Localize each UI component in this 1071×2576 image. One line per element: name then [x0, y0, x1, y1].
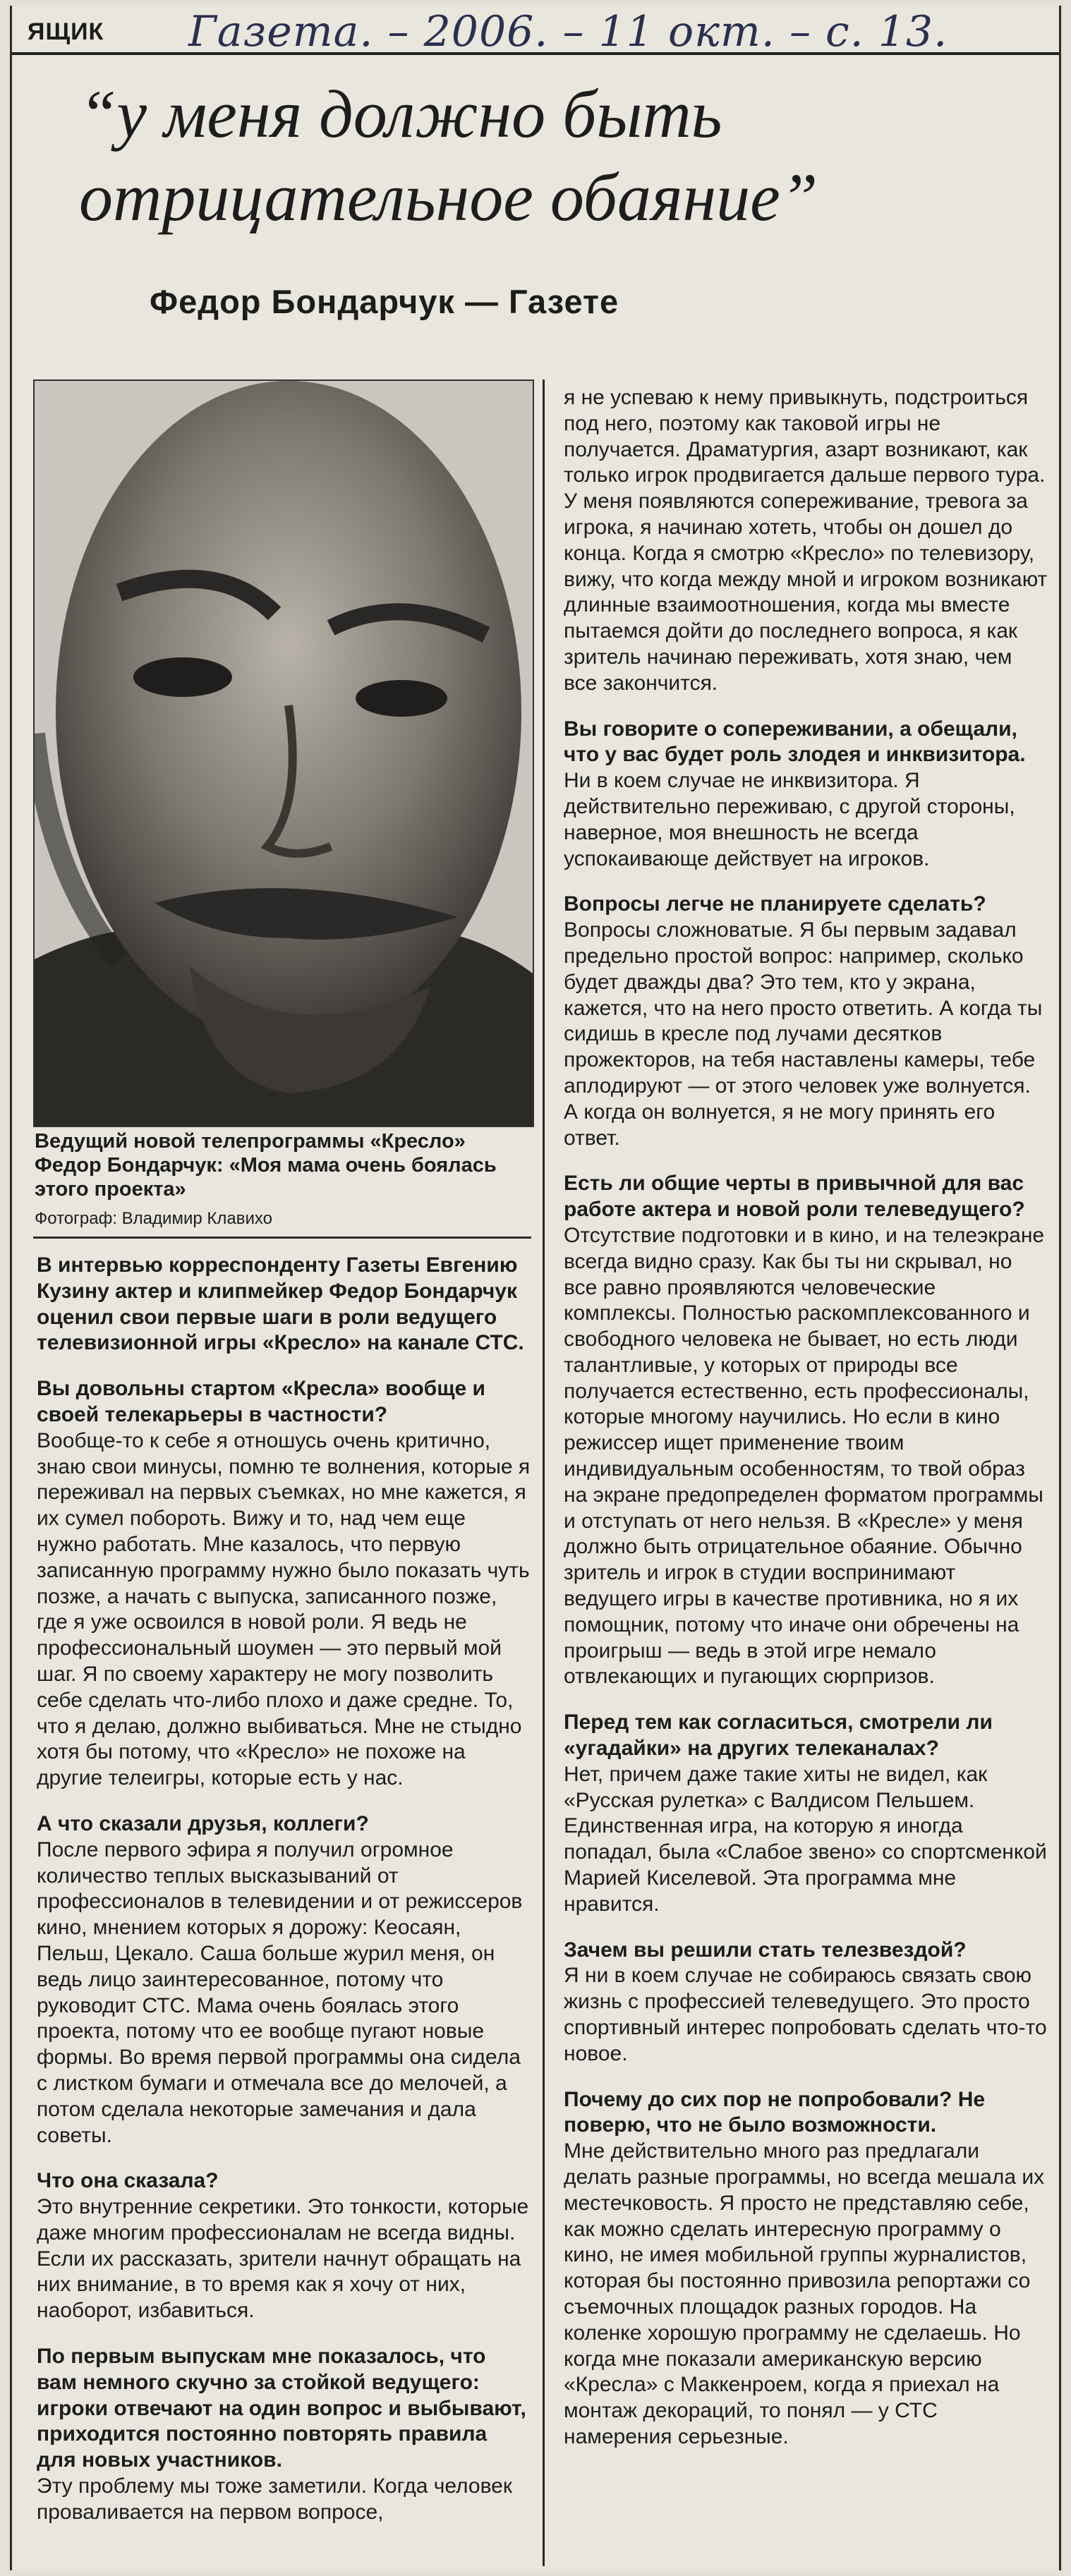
left-text-column — [37, 1253, 531, 2546]
rubric-label: ЯЩИК — [28, 18, 104, 45]
interview-answer: Вообще-то к себе я отношусь очень критично, знаю свои минусы, помню те волнения, которые я переживал на первых съемках, но мне кажется, я их сумел побороть. Вижу и то, над чем еще нужно работать. Мне казалось, что первую записанную программу нужно было показать чуть позже, а начать с выпуска, записанного позже, где я уже освоился в новой роли. Я ведь не профессиональный шоумен — это первый мой шаг. Я по своему характеру не могу позволить себе сделать что-либо плохо и даже средне. То, что я делаю, должно выбиваться. Мне не стыдно хотя бы потому, что «Кресло» не похоже на другие телеигры, которые есть у нас. — [37, 1428, 531, 1790]
interview-answer: Это внутренние секретики. Это тонкости, которые даже многим профессионалам не всегда видны. Если их рассказать, зрители начнут обращать на них внимание, в то время как я хочу от них, наоборот, избавиться. — [37, 2195, 529, 2323]
interview-question: Вопросы легче не планируете сделать? — [564, 892, 986, 916]
title-line-2: отрицательное обаяние” — [79, 159, 818, 235]
interview-answer: Вопросы сложноватые. Я бы первым задавал предельно простой вопрос: например, сколько будет дважды два? Это тем, кто у экрана, кажется, что на него просто ответить. А когда ты сидишь в кресле под лучами десятков прожекторов, на тебя наставлены камеры, тебе аплодируют — от этого человек уже волнуется. А когда он волнуется, я не могу принять его ответ. — [564, 918, 1043, 1150]
portrait-photo — [33, 379, 534, 1127]
photo-credit: Фотограф: Владимир Клавихо — [35, 1209, 272, 1228]
interview-question: Почему до сих пор не попробовали? Не поверю, что не было возможности. — [564, 2087, 986, 2137]
interview-answer: Ни в коем случае не инквизитора. Я действительно переживаю, с другой стороны, наверное, моя внешность не всегда успокаивающе действует на игроков. — [564, 769, 1015, 870]
interview-question: Что она сказала? — [37, 2169, 219, 2193]
column-divider — [543, 379, 545, 2566]
caption-divider — [33, 1237, 531, 1239]
interview-question: Зачем вы решили стать телезвездой? — [564, 1938, 967, 1962]
interview-answer: Отсутствие подготовки и в кино, и на телеэкране всегда видно сразу. Как бы ты ни скрывал, но все равно проявляются человеческие комплексы. Полностью раскомплексованного и свободного человека не бывает, но есть люди талантливые, у которых от природы все получается естественно, есть профессионалы, которые многому научились. Но если в кино режиссер ищет применение твоим индивидуальным особенностям, то твой образ на экране предопределен форматом программы и отступать от него нельзя. В «Кресле» у меня должно быть отрицательное обаяние. Обычно зритель и игрок в студии воспринимают ведущего игры в качестве противника, но я их помощник, потому что иначе они обречены на проигрыш — ведь в этой игре немало отвлекающих и пугающих сюрпризов. — [564, 1223, 1045, 1689]
rubric-header — [12, 6, 1059, 55]
interview-answer: Эту проблему мы тоже заметили. Когда человек проваливается на первом вопросе, — [37, 2474, 512, 2524]
interview-question: Перед тем как согласиться, смотрели ли «угадайки» на других телеканалах? — [564, 1711, 993, 1761]
interview-question: Вы говорите о сопереживании, а обещали, что у вас будет роль злодея и инквизитора. — [564, 717, 1026, 767]
interview-answer: я не успеваю к нему привыкнуть, подстроиться под него, поэтому как таковой игры не получается. Драматургия, азарт возникают, как только игрок продвигается дальше первого тура. У меня появляются сопереживание, тревога за игрока, я начинаю хотеть, чтобы он дошел до конца. Когда я смотрю «Кресло» по телевизору, вижу, что когда между мной и игроком возникают длинные взаимоотношения, когда мы вместе пытаемся дойти до последнего вопроса, я как зритель начинаю переживать, хотя знаю, чем все закончится. — [564, 386, 1048, 695]
article-lead: В интервью корреспонденту Газеты Евгению Кузину актер и клипмейкер Федор Бондарчук оценил свои первые шаги в роли ведущего телевизионной игры «Кресло» на канале СТС. — [37, 1253, 524, 1355]
handwritten-source-note: Газета. – 2006. – 11 окт. – с. 13. — [188, 7, 948, 56]
interview-question: А что сказали друзья, коллеги? — [37, 1811, 369, 1835]
interview-answer: Я ни в коем случае не собираюсь связать свою жизнь с профессией телеведущего. Это просто спортивный интерес попробовать сделать что-то новое. — [564, 1964, 1047, 2065]
interview-answer: Мне действительно много раз предлагали делать разные программы, но всегда мешала их местечковость. Я просто не представляю себе, как можно сделать интересную программу о кино, не имея мобильной группы журналистов, которая бы постоянно привозила репортажи со съемочных площадок разных городов. На коленке хорошую программу не сделаешь. Но когда мне показали американскую версию «Кресла» с Маккенроем, когда я приехал на монтаж декораций, то понял — у СТС намерения серьезные. — [564, 2139, 1045, 2448]
article-title — [79, 73, 1053, 239]
interview-question: По первым выпускам мне показалось, что вам немного скучно за стойкой ведущего: игроки отвечают на один вопрос и выбывают, приходится постоянно повторять правила для новых участников. — [37, 2345, 526, 2472]
article-subtitle: Федор Бондарчук — Газете — [150, 283, 619, 320]
title-line-1: “у меня должно быть — [79, 76, 722, 152]
newspaper-page — [10, 6, 1061, 2570]
right-text-column — [564, 385, 1051, 2470]
interview-question: Вы довольны стартом «Кресла» вообще и своей телекарьеры в частности? — [37, 1377, 485, 1426]
photo-caption: Ведущий новой телепрограммы «Кресло» Федор Бондарчук: «Моя мама очень боялась этого проекта» — [35, 1130, 497, 1201]
interview-answer: Нет, причем даже такие хиты не видел, как «Русская рулетка» с Валдисом Пельшем. Единственная игра, на которую я иногда попадал, была «Слабое звено» со спортсменкой Марией Киселевой. Эта программа мне нравится. — [564, 1762, 1047, 1916]
interview-question: Есть ли общие черты в привычной для вас работе актера и новой роли телеведущего? — [564, 1172, 1025, 1222]
interview-answer: После первого эфира я получил огромное количество теплых высказываний от профессионалов в телевидении и от режиссеров кино, мнением которых я дорожу: Кеосаян, Пельш, Цекало. Саша больше журил меня, он ведь лицо заинтересованное, потому что руководит СТС. Мама очень боялась этого проекта, потому что ее вообще пугают новые формы. Во время первой программы она сидела с листком бумаги и отмечала все до мелочей, а потом сделала некоторые замечания и дала советы. — [37, 1837, 523, 2147]
portrait-illustration — [35, 381, 533, 1126]
